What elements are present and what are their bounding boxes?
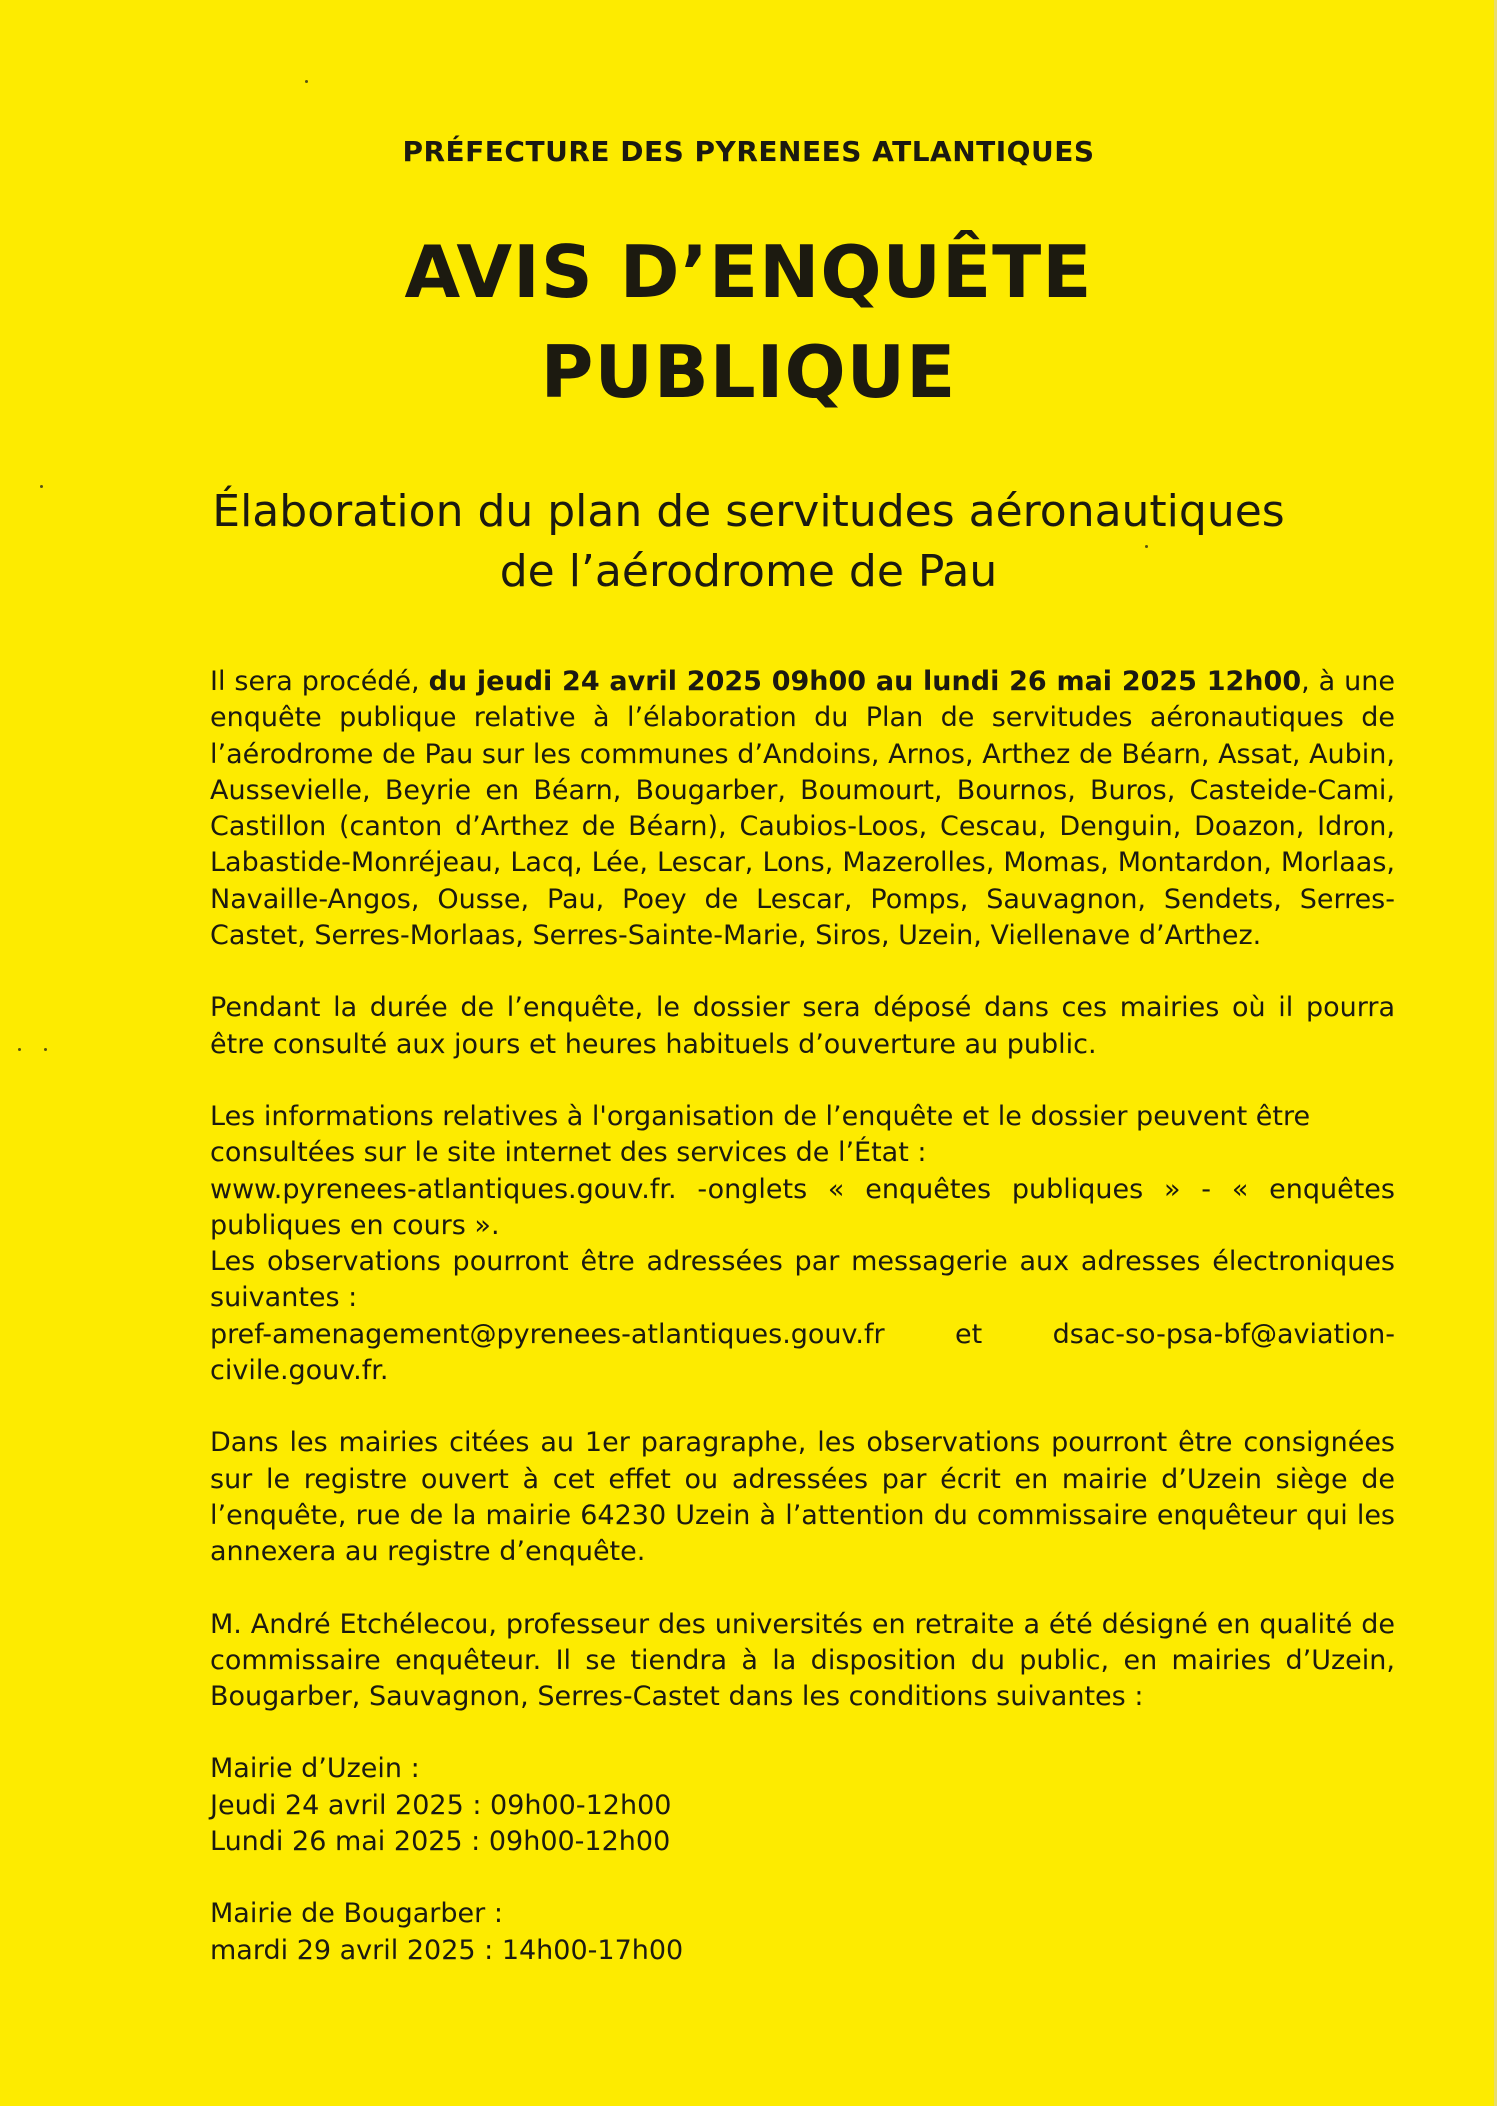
paragraph-email-observations: Les observations pourront être adressées par messagerie aux adresses électroniques suivantes : bbox=[210, 1246, 1395, 1314]
notice-subtitle-line-1: Élaboration du plan de servitudes aéronautiques bbox=[212, 486, 1285, 537]
scan-speck bbox=[44, 1048, 47, 1051]
paragraph-online-info: Les informations relatives à l'organisation de l’enquête et le dossier peuvent être consultées sur le site internet des services de l’État : bbox=[210, 1100, 1311, 1169]
prefecture-website-link[interactable]: www.pyrenees-atlantiques.gouv.fr. -onglets « enquêtes publiques » - « enquêtes publiques en cours ». bbox=[210, 1173, 1395, 1241]
schedule-uzein-slot: Lundi 26 mai 2025 : 09h00-12h00 bbox=[210, 1826, 671, 1858]
notice-title-line-1: AVIS D’ENQUÊTE bbox=[404, 230, 1093, 314]
notice-title-line-2: PUBLIQUE bbox=[540, 330, 957, 414]
prefecture-heading: PRÉFECTURE DES PYRENEES ATLANTIQUES bbox=[402, 135, 1095, 168]
paragraph-commissioner: M. André Etchélecou, professeur des universités en retraite a été désigné en qualité de commissaire enquêteur. Il se tiendra à la disposition du public, en mairies d’Uzein, Bougarber, Sauvagnon, Serres-Castet dans les conditions suivantes : bbox=[210, 1608, 1395, 1713]
scan-speck bbox=[305, 80, 308, 83]
paragraph-file-deposit: Pendant la durée de l’enquête, le dossier sera déposé dans ces mairies où il pourra être consulté aux jours et heures habituels d’ouverture au public. bbox=[210, 992, 1395, 1060]
enquiry-dates: du jeudi 24 avril 2025 09h00 au lundi 26 mai 2025 12h00 bbox=[428, 666, 1302, 697]
schedule-uzein-heading: Mairie d’Uzein : bbox=[210, 1753, 420, 1785]
notice-subtitle-line-2: de l’aérodrome de Pau bbox=[499, 546, 998, 597]
scan-speck bbox=[18, 1048, 21, 1051]
schedule-uzein-slot: Jeudi 24 avril 2025 : 09h00-12h00 bbox=[210, 1789, 672, 1821]
schedule-bougarber-slot: mardi 29 avril 2025 : 14h00-17h00 bbox=[210, 1934, 684, 1966]
paragraph-enquiry-dates bbox=[210, 664, 1395, 954]
schedule-bougarber-heading: Mairie de Bougarber : bbox=[210, 1898, 503, 1930]
notice-subtitle bbox=[0, 482, 1497, 602]
paragraph-register: Dans les mairies citées au 1er paragraphe, les observations pourront être consignées sur le registre ouvert à cet effet ou adressées par écrit en mairie d’Uzein siège de l’enquête, rue de la mairie 64230 Uzein à l’attention du commissaire enquêteur qui les annexera au registre d’enquête. bbox=[210, 1427, 1395, 1568]
paragraph-enquiry-communes: , à une enquête publique relative à l’élaboration du Plan de servitudes aéronautiques de l’aérodrome de Pau sur les communes d’Andoins, Arnos, Arthez de Béarn, Assat, Aubin, Aussevielle, Beyrie en Béarn, Bougarber, Boumourt, Bournos, Buros, Casteide-Cami, Castillon (canton d’Arthez de Béarn), Caubios-Loos, Cescau, Denguin, Doazon, Idron, Labastide-Monréjeau, Lacq, Lée, Lescar, Lons, Mazerolles, Momas, Montardon, Morlaas, Navaille-Angos, Ousse, Pau, Poey de Lescar, Pomps, Sauvagnon, Sendets, Serres-Castet, Serres-Morlaas, Serres-Sainte-Marie, Siros, Uzein, Viellenave d’Arthez. bbox=[210, 666, 1395, 952]
paragraph-enquiry-lead: Il sera procédé, bbox=[210, 666, 429, 697]
observation-email-addresses[interactable]: pref-amenagement@pyrenees-atlantiques.gouv.fr et dsac-so-psa-bf@aviation-civile.gouv.fr. bbox=[210, 1318, 1395, 1387]
notice-title bbox=[0, 222, 1497, 422]
notice-body bbox=[210, 664, 1395, 1969]
